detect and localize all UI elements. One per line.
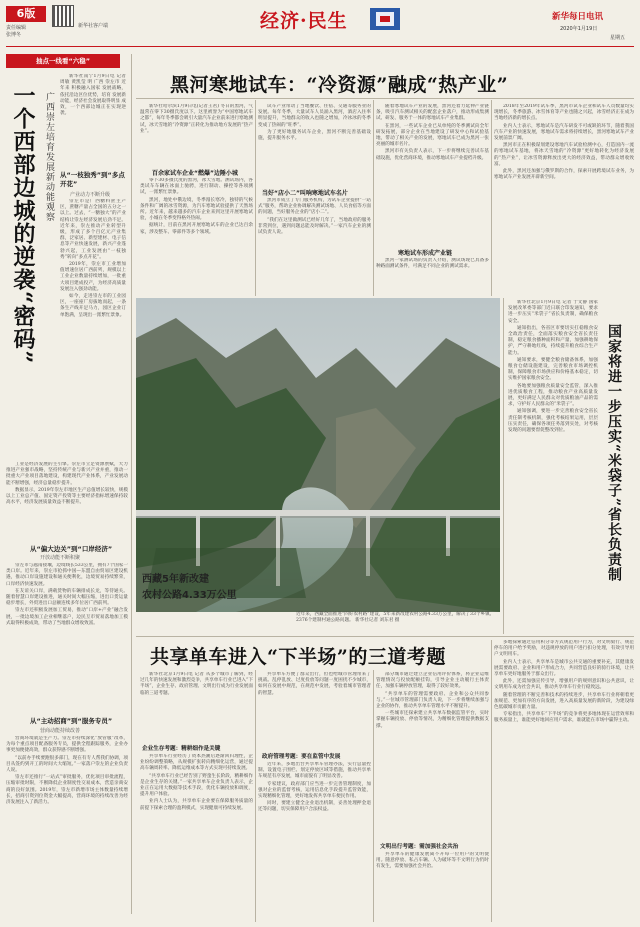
right-byline: 新华社北京1月9日电	[517, 300, 561, 305]
main-sub-2: 当好“店小二”叫响寒地试车名片	[262, 190, 348, 197]
tibet-road-photo	[136, 298, 500, 612]
brand-mark-icon	[370, 8, 400, 30]
mountain-valley-image	[136, 298, 500, 612]
main-story-col-3b: 黑河一家测试场的负责人介绍，测试场现已具备多种路面测试条件，可满足不同企业的测试需求。	[376, 258, 489, 270]
bottom-story-headline: 共享单车进入“下半场”的三道考题	[150, 646, 446, 668]
column-divider-right	[503, 298, 504, 634]
main-story-col-1: 新华社哈尔滨1月9日电(记者王君) 冬日的黑河，气温常在零下30摄氏度以下。这里被誉为“中国寒地试车之都”，每年冬季都会吸引大量汽车企业前来进行寒地测试，冰天雪地的“冷资源”正转化为推动地方发展的“热产业”。	[140, 104, 253, 134]
main-dateline: 新华社哈尔滨1月9日电(记者王君)	[149, 104, 219, 109]
bottom-col-4: 多地探索通过信用积分等方式规范用户行为，对文明骑行、规范停车的用户给予奖励，对违规停放的用户进行扣分处理，有效引导用户文明用车。 业内人士表示，共享单车是城市公共交通的重要补充，其健康发展需要政府、企业和用户形成合力，共同营造良好的骑行环境，让共享单车更好地服务于群众出行。 此外，还需加强宣传引导，增强用户的规则意识和公共意识，让文明用车成为社会共识，推动共享单车行业行稳致远。 随着管理的不断完善和技术的持续进步，共享单车行业将朝着更加规范、更加有序的方向发展，进入高质量发展的新阶段，为建设绿色低碳城市贡献力量。 专家指出，共享单车“下半场”的竞争将更多地体现在运营效率和服务质量上，谁能更好地回应用户需求，谁就能在市场中赢得主动。	[494, 640, 634, 724]
left-section-2-title: 从“偏大边关”到“口岸经济”	[30, 545, 113, 553]
bottom-col-2b: 近年来，多地出台共享单车管理办法，实行总量控制、设置电子围栏、划定停放区域等措施，推动共享单车规范有序发展，城市面貌有了明显改善。 专家建议，政府部门应当进一步完善管理制度，加强对企业的监督考核，运用信息化手段提升监管效能，实现精细化管理，更好地发挥共享单车便民作用。 同时，要建立健全企业退出机制，妥善处理押金退还等问题，切实保障用户合法权益。	[258, 762, 371, 813]
main-story-col-2: 试车产业带动了当地餐饮、住宿、交通等服务业的发展。每年冬季，大量试车人员涌入黑河，酒店入住率明显提升，当地群众的收入也随之增加，冷冰冰的冬季变成了热闹的“旺季”。 为了更好地服务试车企业，黑河不断完善基础设施，提升服务水平。	[258, 104, 371, 142]
section-title: 经济·民生	[260, 10, 348, 32]
column-divider-bottom-2	[373, 670, 374, 922]
left-story-headline: 一个西部边城的逆袭“密码”	[10, 84, 36, 365]
column-divider-bottom-3	[491, 640, 492, 922]
photo-overlay-text-1: 西藏5年新改建	[142, 574, 209, 585]
left-story-body-top: 新华社南宁1月9日电 记者 周敏 黄凯莹 明 广西 崇左市 近年来 积极融入国家 发展战略，依托沿边区位优势，培育 发展新动能，经济社会发展取得明显 成效，一个西部边城正在实现逆袭。	[60, 74, 126, 117]
editor-credit: 责任编辑 张博冬	[6, 25, 27, 38]
bottom-col-1b: 共享单车行业经历了资本热潮后逐渐回归理性，企业纷纷调整策略，从规模扩张转向精细化运营，通过提高车辆周转率、降低运维成本等方式实现可持续发展。 “共享单车行业已经告别了野蛮生长阶段，精耕细作是企业生存的关键。”一家共享单车企业负责人表示，企业正在运用大数据等技术手段，优化车辆投放和调度，提升用户体验。 业内人士认为，共享单车企业要在保障服务质量的前提下探索合理的盈利模式，实现健康可持续发展。	[140, 754, 253, 811]
issue-weekday: 星期五	[610, 35, 626, 41]
column-banner	[6, 54, 120, 68]
column-banner-text: 抽点一线看“六稳”	[35, 57, 91, 65]
qr-caption: 新华社客户端	[78, 23, 109, 29]
bottom-sub-2: 政府管理考题：要在监管中发展	[262, 754, 341, 760]
main-sub-3: 寒地试车形成产业链	[398, 250, 453, 257]
photo-overlay-text-2: 农村公路4.33万公里	[142, 590, 237, 601]
bottom-story-rule	[136, 636, 634, 637]
bottom-col-2: 共享单车方便了群众出行，但也给城市管理带来了挑战。乱停乱放、过度投放等问题一度困扰不少城市，如何在发展中规范，在规范中发展，考验着城市管理者的智慧。	[258, 672, 371, 696]
qr-code	[52, 5, 74, 27]
column-divider-main-3	[491, 100, 492, 296]
column-divider-main-1	[255, 100, 256, 296]
main-story-col-4: 2018年至2019年试车季，黑河市试车企业和试车人员数量均实现增长，冬季旅游、冰雪体育等产业也随之兴起，冰雪经济正在成为当地经济新的增长点。 业内人士表示，寒地试车是汽车研发不可或缺的环节，随着我国汽车产业的快速发展，寒地试车需求将持续增长，黑河寒地试车产业发展前景广阔。 黑河市正在积极谋划建设寒地汽车试验检测中心，打造国内一流的寒地试车基地，将冰天雪地的“冷资源”更好地转化为经济发展的“热产业”，让冰雪资源释放出更大的经济效益，带动群众增收致富。 此外，黑河还加强与俄罗斯的合作，探索开展跨境试车业务，为寒地试车产业发展开辟新空间。	[494, 104, 634, 181]
left-section-2-sub: 开放动能不断积聚	[40, 555, 81, 561]
left-story-body-bottom: 营商环境就是生产力。崇左市持续深化“放管服”改革，为每个重点项目配备服务专员，提供全程跟踪服务，企业办事更加便捷高效，群众获得感不断增强。 “以前办手续要跑很多部门，现在有专人帮我们协调，项目从签约到开工的时间大大缩短。”一家落户崇左的企业负责人说。 崇左市还推行“一站式”审批服务，优化项目审批流程，压缩审批时限，不断降低企业制度性交易成本，营造亲商安商的良好氛围。2019年，崇左市新增市场主体数量持续增长，招商引资到位资金大幅提高，营商环境的持续改善为经济发展注入了新活力。	[6, 736, 128, 806]
right-story-body-a: 新华社北京1月9日电 记者 于文静 国家发展改革委等部门近日联合印发通知，要求进一步压实“米袋子”省长负责制，确保粮食安全。 通知指出，各省区市要切实扛稳粮食安全政治责任，全面落实粮食安全省长责任制，稳定粮食播种面积和产量，加强耕地保护，严守耕地红线，持续提升粮食综合生产能力。 通知要求，要健全粮食储备体系，加强粮食仓储设施建设，完善粮食市场调控机制，保障粮食市场供应和价格基本稳定，切实维护国家粮食安全。 各地要加强粮食质量安全监管，深入推进优质粮食工程，推动粮食产业高质量发展，更好满足人民群众对优质粮油产品的需求，守护好人民群众的“米袋子”。 通知强调，要进一步完善粮食安全省长责任制考核机制，强化考核结果运用，层层压实责任，确保各项任务落到实处，对考核发现的问题要督促整改到位。	[508, 300, 598, 434]
main-story-headline: 黑河寒地试车：“冷资源”融成“热产业”	[170, 74, 509, 96]
bottom-sub-3: 文明出行考题：需加强社会共治	[380, 844, 459, 850]
main-story-col-3: 随着寒地试车产业的发展，黑河还着力延伸产业链条，吸引汽车测试相关的配套企业落户，推动形成集测试、研发、服务于一体的寒地试车产业集群。 在黑河，一些试车企业已从单纯的冬季测试向全年研发拓展，部分企业在当地建设了研发中心和试验基地，带动了相关产业的发展，寒地试车已成为黑河一张亮丽的城市名片。 黑河市有关负责人表示，下一步将继续完善试车基础设施，优化营商环境，推动寒地试车产业提档升级。	[376, 104, 489, 161]
main-story-col-1b: 零下30多摄氏度的黑河，冰天雪地。测试场内，各类试车车辆在冰面上驰骋，进行制动、操控等各项测试，一派繁忙景象。 黑河，地处中俄边境，冬季漫长寒冷，独特的气候条件和广阔的冰雪资源，为汽车寒地试验提供了天然场所。近年来，越来越多的汽车企业来到这里开展寒地试验，小城在冬季变得格外热闹。 据统计，目前在黑河开展寒地试车的企业已达百余家，涉及整车、零部件等多个领域。	[140, 178, 253, 235]
right-story-headline: 国家将进一步压实“米袋子”省长负责制	[606, 324, 622, 583]
issue-date: 2020年1月19日	[560, 26, 598, 32]
bottom-col-3b: 共享单车的健康发展离不开每一位用户的文明使用。随意停放、私占车辆、人为破坏等不文明行为仍时有发生，需要加强社会共治。	[376, 852, 489, 870]
masthead-logo: 新华每日电讯	[552, 12, 604, 22]
left-section-3-title: 从“主动招商”到“服务专员”	[30, 717, 113, 725]
column-divider-left	[131, 54, 132, 914]
left-section-3-sub: 营商动能持续改善	[40, 728, 81, 734]
page-number: 6版	[16, 7, 36, 20]
left-story-body-mid: 崇左市是广西糖料蔗主产区，蔗糖产量占全国的五分之一以上。过去，“一糖独大”的产业结构让崇左经济发展后劲不足。近年来，崇左推动产业转型升级，形成了多个百亿元产业集群，泛家居、新型建材、电子信息等产业快速发展，新兴产业蓬勃兴起，工业发展由“一枝独秀”转向“多点开花”。 2019年，崇左市工业增加值增速位居广西前列，规模以上工业企业数量持续增加，一批重大项目建成投产，为经济高质量发展注入强劲动能。 如今，走进崇左市的工业园区，一座座厂房拔地而起，一条条生产线开足马力，园区企业订单饱满，呈现出一派繁忙景象。	[60, 199, 126, 318]
main-story-col-2b: 黑河市成立了专门服务机构，为试车企业提供“一站式”服务，帮助企业协调解决测试场地、人员食宿等方面的问题，当好服务企业的“店小二”。 “我们在这里做测试已经好几年了，当地政府的服务非常到位，遇到问题总能及时解决。”一家汽车企业的测试负责人说。	[258, 198, 371, 236]
main-headline-rule	[136, 98, 634, 99]
bottom-sub-1: 企业生存考题：精耕细作是关键	[142, 746, 221, 752]
bottom-col-1: 新华社北京1月9日电 记者 从多个城市了解到，经过几年的快速发展和激烈竞争，共享单车行业已进入“下半场”，企业生存、政府管理、文明出行成为行业发展面临的三道考题。	[140, 672, 253, 696]
main-sub-1: 百余家试车企业“燃爆”边陲小城	[152, 170, 238, 177]
photo-credit: 新华社记者 刘东君 摄	[355, 618, 400, 623]
bottom-col-3: 部分城市通过建立企业信用评价体系，将企业运维管理情况与投放配额挂钩，引导企业主动履行主体责任，加强车辆停放管理，取得了较好效果。 “共享单车的管理需要政府、企业和公众共同参与。”一位城市管理部门负责人说，下一步将继续加强与企业的协作，推动共享单车管理水平不断提升。 一些城市还探索建立共享单车数据监管平台，实时掌握车辆投放、停放等情况，为精细化管理提供数据支撑。	[376, 672, 489, 729]
left-story-body-wide: 工业是经济发展的主引擎。崇左市立足资源禀赋，大力推进产业强市战略，坚持传统产业与新兴产业并重，推动一批重大产业项目落地建设，构建现代产业体系，产业发展动能不断增强，经济总量稳步提升。 数据显示，2019年崇左市地区生产总值增长较快，规模以上工业总产值、固定资产投资等主要经济指标增速保持较高水平，经济发展质量效益不断提升。	[6, 462, 128, 506]
column-divider-main-2	[373, 100, 374, 296]
left-story-body-lower: 崇左市与越南接壤，边境线长533公里，拥有7个国家一类口岸。近年来，崇左市抢抓中国—东盟自由贸易区建设机遇，推动口岸设施建设和通关便利化，边境贸易持续繁荣，口岸经济快速发展。 在友谊关口岸，满载货物的车辆排成长龙，等待通关。随着智慧口岸建设推进，通关时间大幅压缩，进出口货运量稳步增长，外贸进出口总额连续多年位居广西前列。 崇左市还积极发展加工贸易，推动“口岸+产业”融合发展，一批边境加工企业相继落户，边民互市贸易落地加工模式取得积极成效，带动了当地群众增收致富。	[6, 563, 128, 626]
page-header	[0, 0, 640, 50]
column-divider-bottom-1	[255, 670, 256, 922]
photo-caption	[296, 612, 496, 624]
left-story-subhead: 广西崇左培育发展新动能观察	[44, 92, 54, 222]
photo-caption-text: 近年来，西藏全面推进“四好农村路”建设，5年来新改建农村公路4.33万公里，解决了33个乡镇、2376个建制村通公路问题。	[296, 612, 495, 623]
page-number-badge	[6, 6, 46, 22]
left-section-1-title: 从“一枝独秀”到“多点开花”	[60, 171, 125, 188]
left-section-1-sub: 产业动力不断升级	[70, 192, 111, 198]
header-rule	[6, 46, 634, 47]
